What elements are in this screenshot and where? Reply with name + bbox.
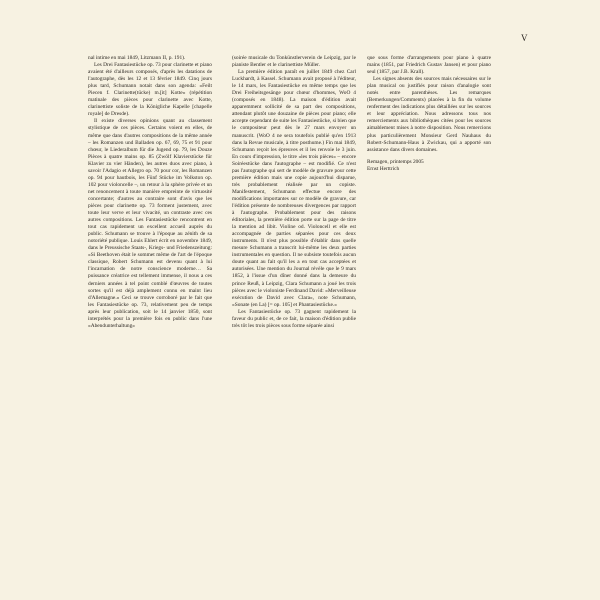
paragraph: nal intime en mai 1849, Litzmann II, p. 191). [88, 55, 186, 61]
column-3 [367, 55, 491, 173]
paragraph: Les signes absents des sources mais nécessaires sur le plan musical ou justifiés pour raison d'analogie sont notés entre parenthèses. Les remarques (Bemerkungen/Comments) placées à la fin du volume renferment des indications plus détaillées sur les sources et leur appréciation. Nous adressons tous nos remerciements aux bibliothèques citées pour les sources aimablement mises à notre disposition. Nous remercions plus particulièrement Monsieur Gerd Nauhaus du Robert-Schumann-Haus à Zwickau, qui a apporté son assistance dans divers domaines. [367, 76, 491, 153]
paragraph: Les Drei Fantasiestücke op. 73 pour clarinette et piano avaient été d'ailleurs composés, d'après les datations de l'autographe, dès les 12 et 13 février 1849. Cinq jours plus tard, Schumann notait dans son agenda: «Feilt Piecen f. Clarinette(tücke) m.[it] Kotte» (répétition matinale des pièces pour clarinette avec Kotte, clarinettiste soliste de la Königliche Kapelle [chapelle royale] de Dresde). [88, 62, 212, 118]
paragraph: Il existe diverses opinions quant au classement stylistique de ces pièces. Certains voient en elles, de même que dans d'autres compositions de la même année – les Romanzen und Balladen op. 67, 69, 75 et 91 pour chœur, le Liederalbum für die Jugend op. 79, les Douze Pièces à quatre mains op. 85 (Zwölf Klavierstücke für Klavier zu vier Händen), les autres duos avec piano, à savoir l'Adagio et Allegro op. 70 pour cor, les Romanzen op. 94 pour hautbois, les Fünf Stücke im Volkston op. 102 pour violoncelle –, un retour à la sphère privée et un net renoncement à toute manière empreinte de virtuosité concertante; d'autres au contraire sont d'avis que les pièces pour clarinette op. 73 forment justement, avec toute leur verve et leur vivacité, un contraste avec ces autres compositions. Les Fantasiestücke rencontrent en tout cas rapidement un excellent accueil auprès du public. Schumann se trouve à l'époque au zénith de sa notoriété publique. Louis Ehlert écrit en novembre 1849, dans le Preussische Staats-, Kriegs- und Friedenszeitung: «Si Beethoven était le sommet même de l'art de l'époque classique, Robert Schumann est devenu quant à lui l'incarnation de notre conscience moderne… Sa puissance créatrice est tellement immense, il nous a ces derniers années à tel point comblé d'œuvres de toutes sortes qu'il est déjà amplement connu en maint lieu d'Allemagne.» Ceci se trouve corroboré par le fait que les Fantasiestücke op. 73, relativement peu de temps après leur publication, soit le 14 janvier 1850, sont interprétés pour la première fois en public dans l'une «Abendunterhaltung» [88, 118, 212, 329]
signature-place-date: Remagen, printemps 2005 [367, 158, 424, 165]
signature-author: Ernst Herttrich [367, 165, 400, 172]
page-number: V [521, 33, 528, 43]
paragraph: Les Fantasiestücke op. 73 gagnent rapidement la faveur du public et, de ce fait, la maison d'édition publie très tôt les trois pièces sous forme séparée ainsi [232, 308, 356, 329]
paragraph: (soirée musicale du Tonkünstlerverein de Leipzig, par le pianiste Bentler et le clarinettiste Müller. [232, 55, 356, 69]
column-2 [232, 55, 356, 330]
paragraph: La première édition paraît en juillet 1849 chez Carl Luckhardt, à Kassel. Schumann avait proposé à l'éditeur, le 14 mars, les Fantasiestücke en même temps que les Drei Freiheitsgesänge pour chœur d'hommes, WoO 4 (composés en 1848). La maison d'édition avait apparemment sollicité de sa part des compositions, attendant plutôt une douzaine de pièces pour piano; elle accepte cependant de suite les Fantasiestücke, si bien que le compositeur peut dès le 27 mars envoyer un manuscrit. (WoO 4 ne sera toutefois publié qu'en 1913 dans la Revue musicale, à titre posthume.) Fin mai 1849, Schumann reçoit les épreuves et il les renvoie le 3 juin. En cours d'impression, le titre «les trois pièces» – encore Soiréestücke dans l'autographe – est modifié. Ce n'est pas l'autographe qui sert de modèle de gravure pour cette première édition mais une copie aujourd'hui disparue, très probablement réalisée par un copiste. Manifestement, Schumann effectue encore des modifications importantes sur ce modèle de gravure, car l'édition présente de nombreuses divergences par rapport à l'autographe. Probablement pour des raisons éditoriales, la première édition porte sur la page de titre la mention ad libit. Violine od. Violoncell et elle est accompagnée de parties séparées pour ces deux instruments. Il n'est plus possible d'établir dans quelle mesure Schumann a transcrit lui-même les deux parties instrumentales en question. Il ne subsiste toutefois aucun doute quant au fait qu'il les a en tout cas acceptées et autorisées. Une mention du Journal révèle que le 9 mars 1852, à l'issue d'un dîner donné dans la demeure du prince Reuß, à Leipzig, Clara Schumann a joué les trois pièces avec le violoniste Ferdinand David: «Merveilleuse exécution de David avec Clara», note Schumann, «Sonate (en La) [= op. 105] et Phantasiestücke.» [232, 69, 356, 308]
column-1 [88, 55, 212, 330]
paragraph: que sous forme d'arrangements pour piano à quatre mains (1851, par Friedrich Gustav Jansen) et pour piano seul (1857, par J.B. Krall). [367, 55, 491, 76]
